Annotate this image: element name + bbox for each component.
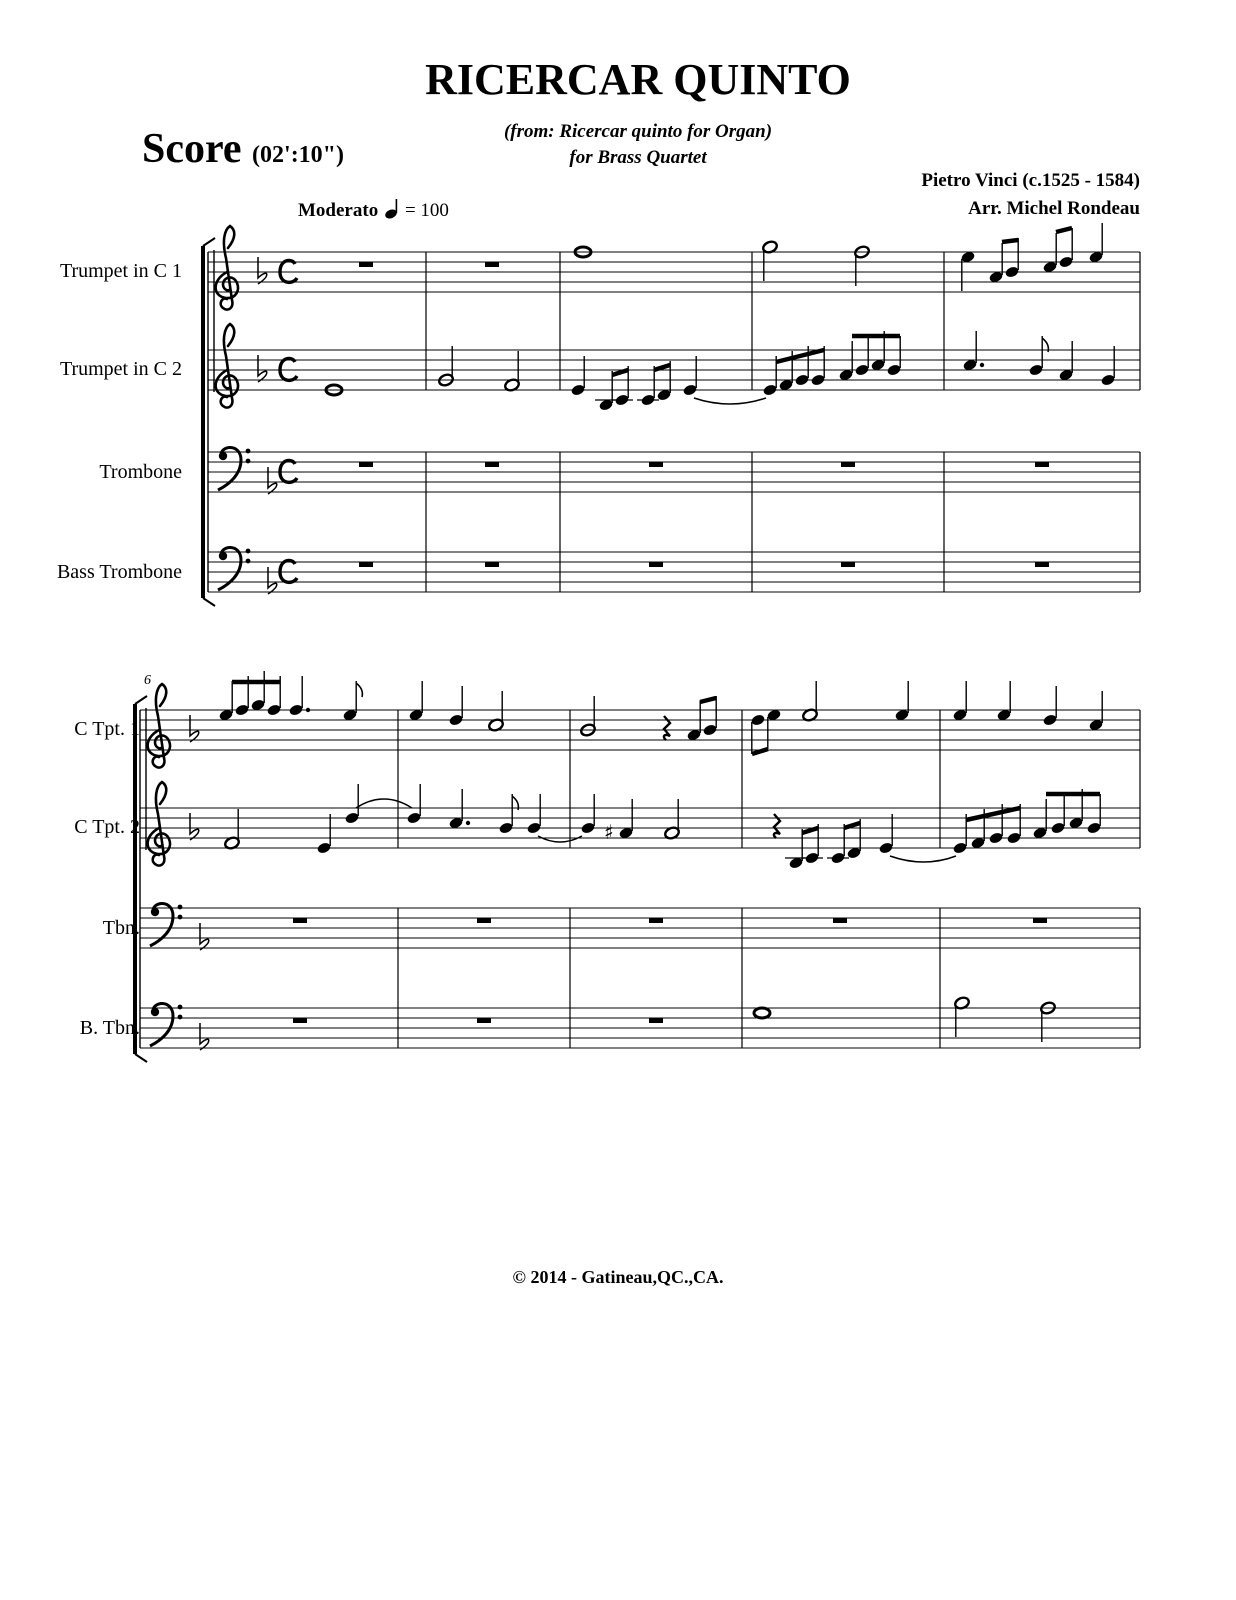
beam — [844, 823, 860, 828]
instrument-label-tbn: Tbn. — [102, 917, 140, 939]
instrument-label-trombone: Trombone — [99, 461, 182, 483]
quarter-note — [1042, 713, 1057, 726]
treble-clef — [148, 782, 170, 866]
whole-rest — [649, 462, 663, 467]
whole-rest — [649, 918, 663, 923]
score-title: RICERCAR QUINTO — [425, 55, 851, 104]
quarter-note — [580, 821, 595, 834]
quarter-note — [750, 713, 765, 726]
beam — [700, 698, 716, 702]
quarter-note — [234, 703, 249, 716]
copyright: © 2014 - Gatineau,QC.,CA. — [512, 1267, 724, 1287]
tempo-word: Moderato — [298, 200, 379, 221]
quarter-note — [288, 703, 303, 716]
whole-rest — [477, 918, 491, 923]
quarter-note — [406, 811, 421, 824]
flat-sign — [200, 923, 209, 950]
whole-rest — [649, 1018, 663, 1023]
tie — [538, 836, 582, 842]
quarter-note — [886, 363, 901, 376]
whole-rest — [293, 1018, 307, 1023]
quarter-note — [1006, 831, 1021, 844]
whole-rest — [485, 262, 499, 267]
beam — [1002, 240, 1018, 242]
quarter-note — [344, 811, 359, 824]
subtitle-line-1: (from: Ricercar quinto for Organ) — [503, 121, 773, 142]
quarter-note — [1028, 363, 1043, 376]
flat-sign — [200, 1023, 209, 1050]
bass-clef — [150, 903, 182, 946]
quarter-note — [1058, 255, 1073, 268]
flat-sign — [190, 715, 199, 742]
composer: Pietro Vinci (c.1525 - 1584) — [921, 170, 1140, 191]
bracket-hook — [135, 696, 147, 704]
dot — [306, 708, 310, 712]
flag — [356, 683, 362, 697]
quarter-note — [810, 373, 825, 386]
flat-sign — [258, 257, 267, 284]
treble-clef — [216, 324, 238, 408]
whole-rest — [841, 462, 855, 467]
bass-clef — [150, 1003, 182, 1046]
quarter-note — [762, 383, 777, 396]
quarter-note — [1004, 265, 1019, 278]
dot — [980, 363, 984, 367]
treble-clef — [216, 226, 238, 310]
bass-clef — [218, 547, 250, 590]
sharp-sign: ♯ — [604, 820, 614, 844]
quarter-note — [988, 831, 1003, 844]
notation-layer — [135, 223, 1140, 1062]
common-time — [280, 460, 297, 482]
subtitle-line-2: for Brass Quartet — [569, 147, 707, 168]
bracket-hook — [203, 238, 215, 246]
quarter-note — [1086, 821, 1101, 834]
common-time — [280, 260, 297, 282]
whole-rest — [833, 918, 847, 923]
quarter-note — [952, 841, 967, 854]
bracket-hook — [135, 1054, 147, 1062]
beam — [654, 365, 670, 370]
arranger: Arr. Michel Rondeau — [968, 198, 1140, 219]
flat-sign — [258, 355, 267, 382]
dot — [466, 821, 470, 825]
whole-rest — [485, 462, 499, 467]
whole-rest — [477, 1018, 491, 1023]
measure-number: 6 — [144, 673, 151, 688]
tie — [694, 398, 766, 404]
quarter-note — [266, 703, 281, 716]
quarter-note — [682, 383, 697, 396]
duration: (02':10") — [252, 142, 344, 168]
quarter-note — [702, 723, 717, 736]
instrument-label-c-tpt-1: C Tpt. 1 — [74, 718, 140, 740]
quarter-note — [570, 383, 585, 396]
flat-sign — [268, 467, 277, 494]
quarter-note — [878, 841, 893, 854]
tie — [890, 856, 956, 862]
tempo-value: = 100 — [404, 200, 449, 221]
instrument-label-b-tbn: B. Tbn. — [79, 1017, 140, 1039]
instrument-label-trumpet-1: Trumpet in C 1 — [59, 260, 182, 282]
bracket-hook — [203, 598, 215, 606]
instrument-label-trumpet-2: Trumpet in C 2 — [59, 358, 182, 380]
flat-sign — [190, 813, 199, 840]
instrument-label-c-tpt-2: C Tpt. 2 — [74, 816, 140, 838]
treble-clef — [148, 684, 170, 768]
flat-sign — [268, 567, 277, 594]
bass-clef — [218, 447, 250, 490]
whole-note — [754, 1008, 770, 1018]
quarter-note — [794, 373, 809, 386]
whole-rest — [649, 562, 663, 567]
whole-rest — [841, 562, 855, 567]
quarter-note — [316, 841, 331, 854]
whole-rest — [359, 262, 373, 267]
instrument-label-bass-trombone: Bass Trombone — [56, 561, 182, 583]
common-time — [280, 560, 297, 582]
whole-rest — [293, 918, 307, 923]
whole-rest — [485, 562, 499, 567]
quarter-note — [498, 821, 513, 834]
whole-rest — [359, 462, 373, 467]
beam — [802, 828, 818, 833]
quarter-note — [1050, 821, 1065, 834]
quarter-note — [448, 713, 463, 726]
score-word: Score — [142, 126, 242, 172]
quarter-note — [526, 821, 541, 834]
beam — [612, 370, 628, 375]
beam — [1056, 228, 1072, 232]
quarter-note — [1100, 373, 1115, 386]
quarter-note — [854, 363, 869, 376]
whole-rest — [1035, 462, 1049, 467]
tie — [356, 799, 412, 808]
whole-rest — [1035, 562, 1049, 567]
whole-rest — [1033, 918, 1047, 923]
common-time — [280, 358, 297, 380]
whole-rest — [359, 562, 373, 567]
